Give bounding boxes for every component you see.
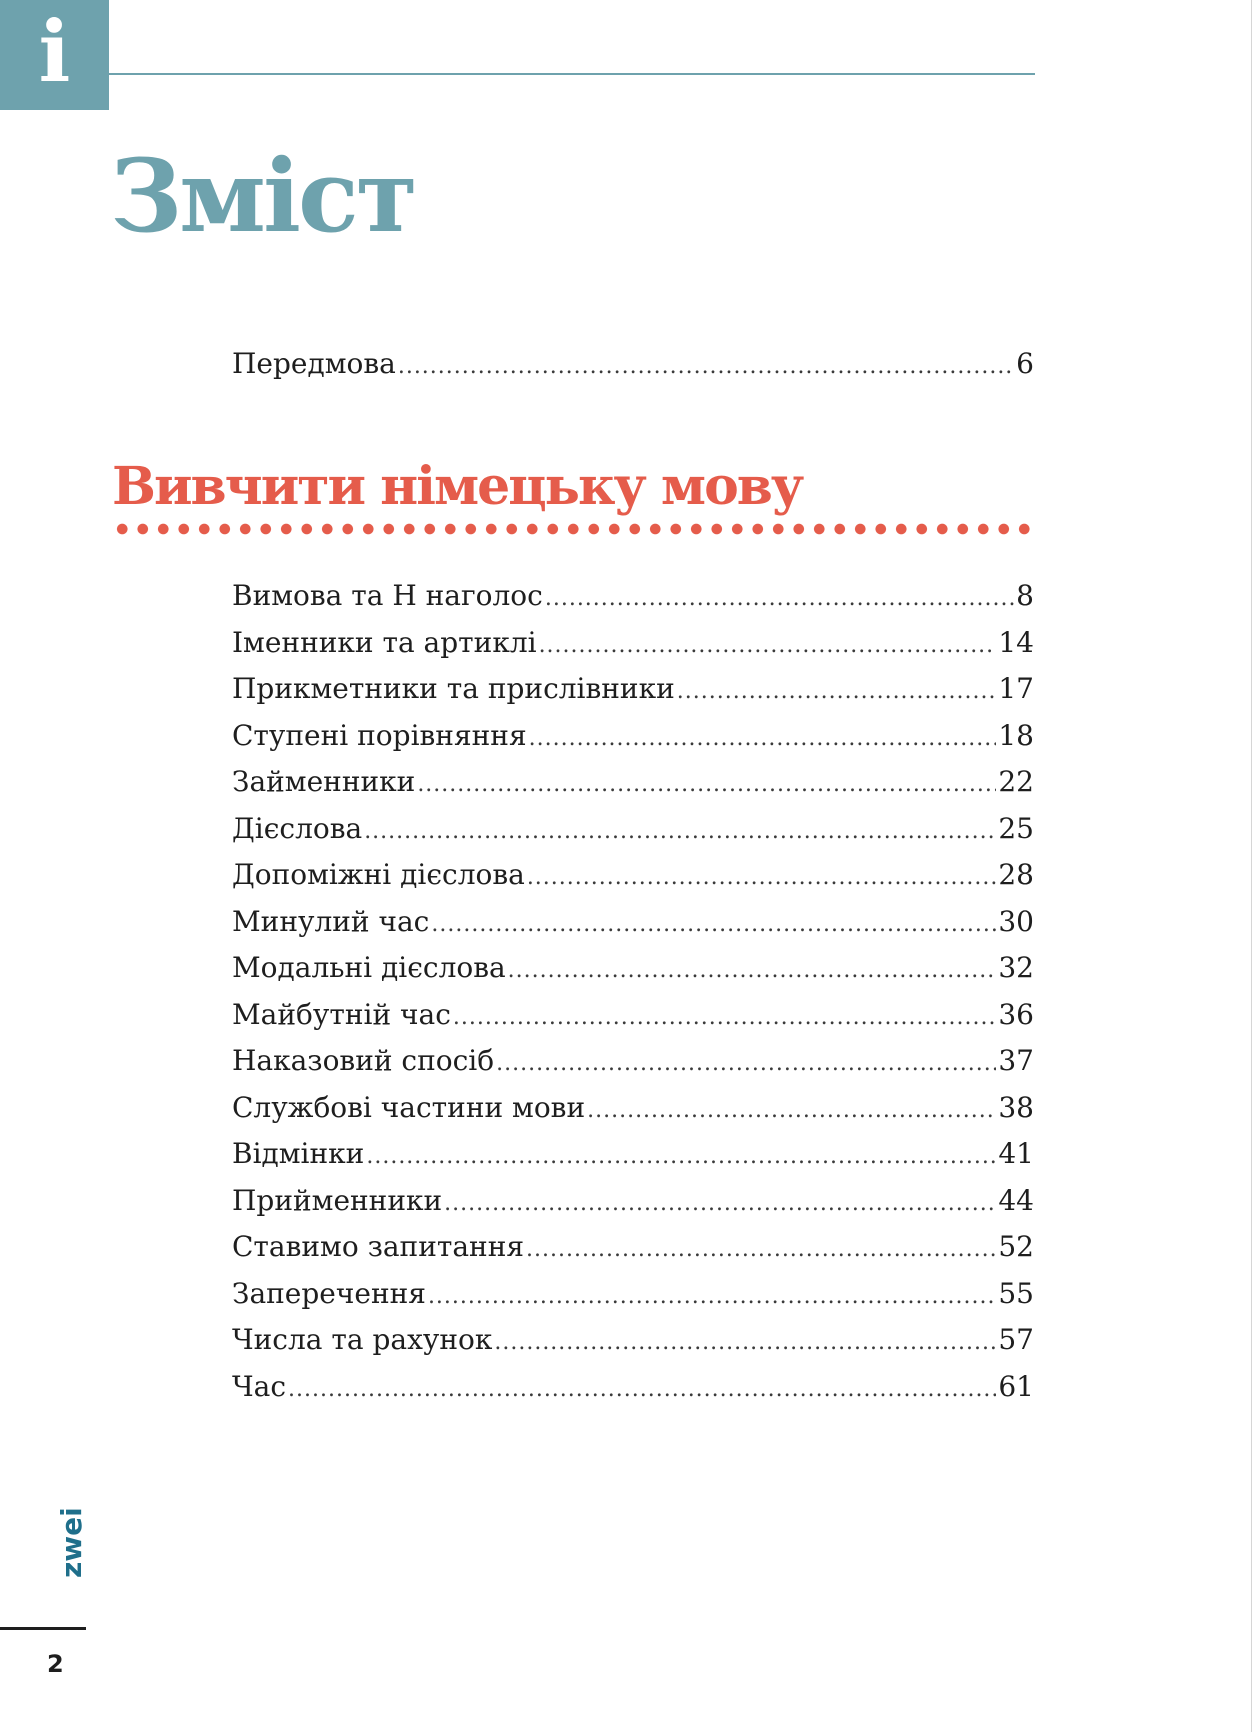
toc-entry-label: Майбутній час	[232, 997, 451, 1031]
toc-entry[interactable]	[232, 1088, 1034, 1131]
toc-entry[interactable]	[232, 1227, 1034, 1270]
toc-entry[interactable]	[232, 809, 1034, 852]
toc-entry-page: 36	[998, 997, 1034, 1031]
footer-rule	[0, 1627, 86, 1630]
toc-entry[interactable]	[232, 948, 1034, 991]
dot-leader	[398, 347, 1014, 387]
toc-entry-page: 28	[998, 858, 1034, 891]
toc-entry-page: 18	[998, 718, 1034, 752]
toc-entry[interactable]	[232, 995, 1034, 1038]
dot-leader	[417, 765, 996, 805]
toc-entry[interactable]	[232, 1041, 1034, 1084]
toc-entry-page: 55	[998, 1276, 1034, 1310]
section-dotted-rule	[112, 522, 1036, 536]
toc-entry[interactable]	[232, 576, 1034, 619]
toc-entry-label: Іменники та артиклі	[232, 625, 537, 659]
toc-entry-label: Дієслова	[232, 811, 363, 845]
section-marker	[0, 0, 109, 110]
toc-entry[interactable]	[232, 1134, 1034, 1177]
toc-entry[interactable]	[232, 669, 1034, 712]
toc-entry[interactable]	[232, 762, 1034, 805]
toc-entry[interactable]	[232, 623, 1034, 666]
dot-leader	[527, 858, 997, 898]
dot-leader	[366, 1137, 996, 1177]
brand-mark: zwei	[55, 1507, 88, 1578]
dot-leader	[494, 1323, 996, 1363]
toc-entry-label: Прийменники	[232, 1183, 443, 1217]
toc-entry-label: Наказовий спосіб	[232, 1044, 495, 1077]
toc-entry-label: Модальні дієслова	[232, 951, 506, 984]
toc-entry-page: 25	[998, 811, 1034, 845]
dot-leader	[364, 812, 996, 852]
toc-entry-label: Час	[232, 1369, 287, 1403]
dot-leader	[431, 905, 996, 945]
toc-entry-label: Допоміжні дієслова	[232, 858, 525, 891]
toc-entry-page: 30	[998, 904, 1034, 938]
toc-entry-page: 38	[998, 1090, 1034, 1124]
dot-leader	[526, 1230, 996, 1270]
toc-entry-label: Прикметники та прислівники	[232, 672, 675, 705]
dot-leader	[677, 672, 997, 712]
toc-entry-page: 14	[998, 625, 1034, 659]
toc-entry-page: 6	[1016, 347, 1034, 380]
toc-entry-page: 41	[998, 1137, 1034, 1170]
toc-entry-page: 32	[998, 951, 1034, 984]
toc-entry[interactable]	[232, 902, 1034, 945]
dot-leader	[539, 626, 997, 666]
toc-entry[interactable]	[232, 716, 1034, 759]
section-heading: Вивчити німецьку мову	[112, 456, 803, 517]
info-letter-icon: i	[38, 2, 71, 101]
toc-entry-page: 22	[998, 765, 1034, 798]
dot-leader	[508, 951, 997, 991]
toc-entry[interactable]	[232, 1181, 1034, 1224]
dot-leader	[545, 579, 1014, 619]
toc-entry-label: Відмінки	[232, 1137, 365, 1170]
dot-leader	[444, 1184, 996, 1224]
toc-entry-label: Службові частини мови	[232, 1090, 586, 1124]
dot-leader	[453, 998, 996, 1038]
dot-leader	[496, 1044, 996, 1084]
toc-entry-page: 57	[998, 1323, 1034, 1356]
toc-entry-label: Вимова та Н наголос	[232, 579, 543, 612]
toc-entry-label: Заперечення	[232, 1276, 426, 1310]
dot-leader	[529, 719, 997, 759]
toc-entry-label: Ступені порівняння	[232, 718, 527, 752]
toc-entry-page: 44	[998, 1183, 1034, 1217]
toc-entry[interactable]	[232, 1320, 1034, 1363]
toc-entry-label: Минулий час	[232, 904, 430, 938]
toc-entry-page: 52	[998, 1230, 1034, 1263]
toc-entry[interactable]	[232, 855, 1034, 898]
page-title: Зміст	[110, 137, 415, 255]
toc-entry-page: 17	[998, 672, 1034, 705]
dot-leader	[587, 1091, 996, 1131]
dot-leader	[288, 1370, 996, 1410]
toc-entry-preface[interactable]	[232, 344, 1034, 387]
dot-leader	[428, 1277, 996, 1317]
toc-entry-page: 61	[998, 1369, 1034, 1403]
toc-entry[interactable]	[232, 1274, 1034, 1317]
toc-entry-page: 8	[1016, 579, 1034, 612]
toc-entry-label: Ставимо запитання	[232, 1230, 525, 1263]
header-rule	[109, 73, 1035, 75]
page-number: 2	[47, 1650, 64, 1678]
toc-entry-label: Передмова	[232, 347, 396, 380]
toc-entry[interactable]	[232, 1367, 1034, 1410]
toc-entry-page: 37	[998, 1044, 1034, 1077]
toc-entry-label: Числа та рахунок	[232, 1323, 493, 1356]
toc-entry-label: Займенники	[232, 765, 416, 798]
